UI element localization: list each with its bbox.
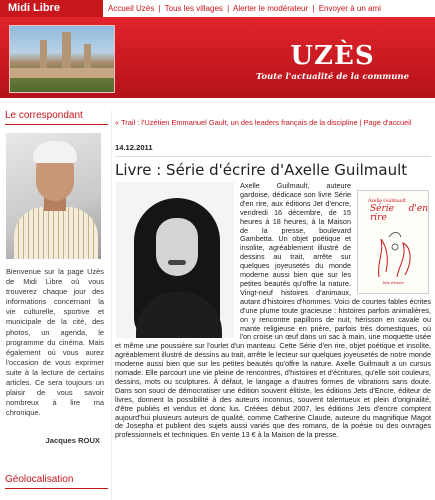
article-headline: Livre : Série d'écrire d'Axelle Guilmault (115, 156, 431, 179)
top-bar (0, 0, 435, 17)
book-cover (357, 190, 429, 294)
breadcrumb-arrow: « (115, 118, 120, 127)
uzes-town-photo (9, 25, 115, 93)
link-separator: | (227, 4, 230, 13)
tower-shape (40, 40, 47, 70)
link-alerter-moderateur[interactable]: Alerter le modérateur (232, 4, 309, 13)
article-date: 14.12.2011 (115, 143, 153, 152)
correspondent-signature: Jacques ROUX (45, 436, 100, 446)
left-sidebar (0, 110, 108, 445)
tower-shape (84, 44, 91, 70)
author-portrait (116, 182, 234, 338)
geolocation-heading: Géolocalisation (5, 474, 74, 485)
book-illustration (359, 217, 429, 287)
link-envoyer-ami[interactable]: Envoyer à un ami (318, 4, 381, 13)
header-banner (0, 17, 435, 98)
main-content (115, 118, 431, 440)
correspondent-heading: Le correspondant (5, 110, 83, 121)
lips-shape (168, 260, 186, 265)
banner-subtitle: Toute l'actualité de la commune (256, 72, 409, 82)
drawing-stroke (379, 239, 388, 277)
brand-logo[interactable]: Midi Libre (0, 0, 103, 17)
book-title: Série d'en rire (370, 204, 428, 223)
hair-shape (33, 141, 77, 163)
correspondent-intro: Bienvenue sur la page Uzès de Midi Libre où vous trouverez chaque jour des informations concernant la vie culturelle, sportive et municipale de la cité, des photos, un agenda, le programme du cinéma. Mais également où vous aurez l'occasion de vous exprimer suite à la lecture de certains articles. Ce sera toujours un plaisir de vous savoir nombreux à lire ma chronique. (6, 267, 104, 418)
face-shape (156, 218, 198, 276)
link-tous-les-villages[interactable]: Tous les villages (164, 4, 223, 13)
breadcrumb (115, 118, 431, 128)
book-publisher: Jets d'encre (382, 280, 404, 286)
breadcrumb-separator: | (359, 118, 362, 127)
article-body (115, 182, 431, 500)
link-separator: | (312, 4, 315, 13)
top-links (108, 0, 381, 17)
geolocation-section (0, 474, 108, 489)
link-accueil-uzes[interactable]: Accueil Uzès (108, 4, 155, 13)
link-separator: | (158, 4, 161, 13)
article-text: Axelle Guilmault, auteure gardoise, dédicace son livre Série d'en rire, aux éditions Jet d'encre, vendredi 16 décembre, de 15 heures à 18 heures, à la Maison de la presse, boulevard Gambetta. Un objet poétique et insolite, agréablement illustré de dessins au trait, arrête sur quelques joyeusetés du monde moderne aussi bien que sur les petites beautés qu'offre la nature. Vingt-neuf histoires d'animaux, autant d'histoires d'hommes. Voici de courtes fables écrites d'une plume toute gracieuse : histoires parfois animalières, on y rencontre papillons de nuit, hérisson en cavale ou mante religieuse en prière, parfois très domestiques, où l'on croise un œuf dans un sac à main, une moquette usée et même une poussière sur l'ourlet d'un manteau. Cette Série d'en rire, objet poétique et insolite, agréablement illustré de dessins au trait, arrête le lecteur sur quelques joyeusetés de notre monde moderne aussi bien que sur les petites beautés qu'offre la nature. Axelle Guilmault a un cursus nomade. Elle parcourt une vie pleine de rencontres, d'histoires et d'écritures, qu'elle soit couleurs, dessins, mots ou sculptures. À défaut, le langage a d'autres formes de vibrations sans doute. Dans son souci de démocratiser une édition souvent élitiste, les éditions Jets d'Encre, éditeur de livres, donnent la possibilité à des auteurs inconnus, souvent talentueux et plein d'originalité, d'être publiés et vendus et donc lus. Créées début 2007, les éditions Jets d'encre comptent aujourd'hui plusieurs auteurs de qualité, comme Catherine Claude, auteure du magnifique Magot de Josepha et publient des sujets aussi variés que des romans, de la poésie ou des ouvrages professionnels et techniques. En vente 13 € à la Maison de la presse. (115, 181, 431, 440)
link-page-accueil[interactable]: Page d'accueil (363, 118, 412, 127)
rooftops-shape (10, 68, 115, 78)
drawing-stroke (389, 233, 401, 238)
drawing-stroke (392, 244, 398, 250)
drawing-stroke (397, 243, 410, 277)
link-previous-article[interactable]: Trail : l'Uzétien Emmanuel Gault, un des leaders français de la discipline (121, 118, 358, 127)
correspondent-photo (6, 133, 101, 259)
book-author: Axelle Guilmault (368, 199, 406, 204)
banner-title: UZÈS (290, 41, 375, 71)
heading-divider (5, 124, 108, 125)
tower-shape (62, 32, 71, 70)
column-divider (111, 110, 112, 500)
shirt-shape (14, 207, 98, 259)
heading-divider (5, 488, 108, 489)
